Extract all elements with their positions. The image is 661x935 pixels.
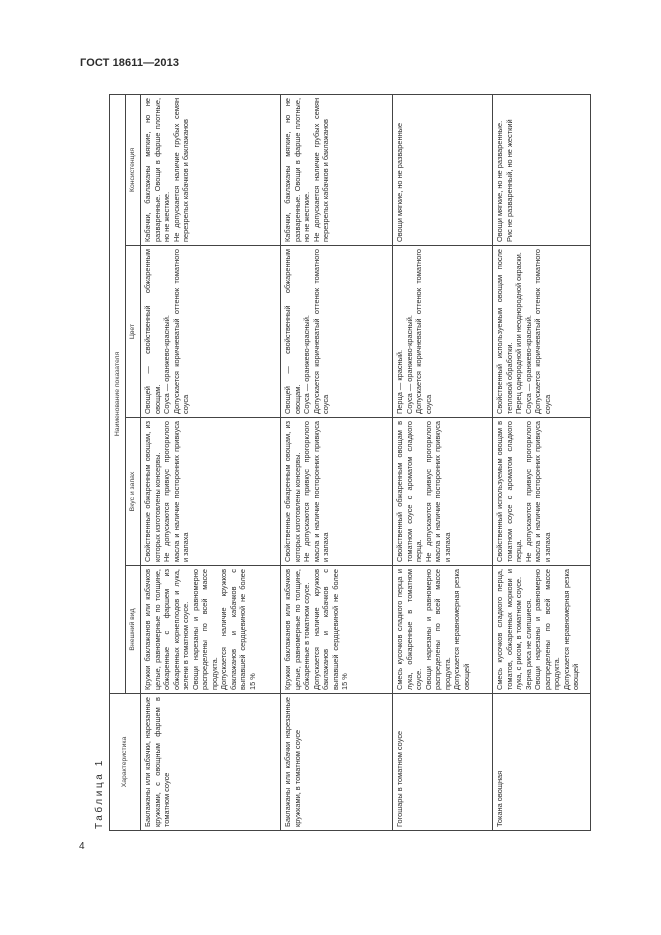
cell-color xyxy=(493,246,591,418)
cell-paragraph: Овощей — свойственный обжаренным овощам. xyxy=(143,249,162,414)
cell-paragraph: Перец однородной или неоднородной окраски. xyxy=(514,252,524,414)
cell-paragraph: Допускается коричневатый оттенок томатного соуса xyxy=(414,249,433,414)
cell-appearance xyxy=(493,566,591,694)
cell-paragraph: Свойственные обжаренным овощам, из которых изготовлены консервы. xyxy=(143,421,162,562)
cell-paragraph: Овощи нарезаны и равномерно распределены по всей массе продукта. xyxy=(423,569,452,690)
cell-taste-smell xyxy=(281,418,393,566)
cell-paragraph: Смесь кусочков сладкого перца и лука, обжаренные в томатном соусе. xyxy=(395,569,424,690)
cell-characteristic: Баклажаны или кабачки нарезанные кружками, в томатном соусе xyxy=(281,694,393,831)
cell-paragraph: Не допускается наличие грубых семян перезрелых кабачков и баклажанов xyxy=(311,97,331,242)
table-caption: Таблица 1 xyxy=(94,758,105,829)
cell-paragraph: Овощи нарезаны и равномерно распределены по всей массе продукта. xyxy=(533,569,562,690)
cell-paragraph: Овощи нарезаны и равномерно распределены по всей массе продукта. xyxy=(190,569,219,690)
cell-consistency xyxy=(493,94,591,245)
cell-paragraph: Не допускаются привкус прогорклого масла и наличие посторонних привкуса и запаха xyxy=(423,421,452,562)
cell-paragraph: Перца — красный. xyxy=(395,349,404,414)
cell-paragraph: Не допускается наличие грубых семян перезрелых кабачков и баклажанов xyxy=(171,97,191,242)
cell-paragraph: Свойственные обжаренным овощам, из которых изготовлены консервы. xyxy=(283,421,302,562)
cell-paragraph: Овощи мягкие, но не разваренные xyxy=(395,122,404,242)
cell-paragraph: Допускается наличие кружков баклажанов и кабачков с выпавшей сердцевиной не более 15 % xyxy=(219,569,258,690)
cell-consistency xyxy=(281,94,393,245)
header-indicator-group: Наименование показателя xyxy=(110,94,126,693)
table-row xyxy=(281,94,393,830)
cell-taste-smell xyxy=(493,418,591,566)
cell-paragraph: Овощи мягкие, но не разваренные. xyxy=(495,120,504,242)
cell-appearance xyxy=(141,566,281,694)
cell-characteristic: Токана овощная xyxy=(493,694,591,831)
cell-color xyxy=(393,246,493,418)
document-header: ГОСТ 18611—2013 xyxy=(80,57,180,69)
cell-paragraph: Свойственный используемым овощам после тепловой обработки. xyxy=(495,249,514,414)
cell-paragraph: Овощей — свойственный обжаренным овощам. xyxy=(283,249,302,414)
cell-paragraph: Зерна риса не слипшиеся. xyxy=(523,598,533,690)
cell-paragraph: Допускается коричневатый оттенок томатного соуса xyxy=(171,249,191,414)
cell-paragraph: Соуса — оранжево-красный. xyxy=(302,315,312,414)
cell-paragraph: Не допускаются привкус прогорклого масла и наличие посторонних привкуса и запаха xyxy=(523,421,552,562)
table-row xyxy=(393,94,493,830)
cell-paragraph: Кружки баклажанов или кабачков целые, равномерные по толщине, обжаренные с фаршем из обжаренных корнеплодов и лука, зелени в томатном соусе. xyxy=(143,569,191,690)
cell-paragraph: Допускается неравномерная резка овощей xyxy=(561,569,581,690)
cell-appearance xyxy=(393,566,493,694)
header-appearance: Внешний вид xyxy=(126,566,141,694)
cell-paragraph: Не допускаются привкус прогорклого масла и наличие посторонних привкуса и запаха xyxy=(162,421,191,562)
cell-characteristic: Баклажаны или кабачки, нарезанные кружками, с овощным фаршем в томатном соусе xyxy=(141,694,281,831)
cell-consistency xyxy=(393,94,493,245)
cell-taste-smell xyxy=(141,418,281,566)
cell-characteristic: Гогошары в томатном соусе xyxy=(393,694,493,831)
cell-consistency xyxy=(141,94,281,245)
cell-paragraph: Кружки баклажанов или кабачков целые, равномерные по толщине, обжаренные в томатном соусе. xyxy=(283,569,312,690)
cell-paragraph: Не допускаются привкус прогорклого масла и наличие посторонних привкуса и запаха xyxy=(302,421,331,562)
rotated-table-area xyxy=(94,95,581,831)
cell-color xyxy=(141,246,281,418)
cell-paragraph: Рис не разваренный, но не жесткий xyxy=(504,119,514,242)
cell-taste-smell xyxy=(393,418,493,566)
table-row xyxy=(141,94,281,830)
header-color: Цвет xyxy=(126,246,141,418)
cell-appearance xyxy=(281,566,393,694)
cell-paragraph: Смесь кусочков сладкого перца, томатов, обжаренных моркови и лука, с рисом, в томатном соусе. xyxy=(495,569,524,690)
cell-paragraph: Соуса — оранжево-красный. xyxy=(404,315,414,414)
page-number: 4 xyxy=(79,841,85,852)
cell-color xyxy=(281,246,393,418)
cell-paragraph: Допускается неравномерная резка овощей xyxy=(452,569,471,690)
cell-paragraph: Допускается коричневатый оттенок томатного соуса xyxy=(311,249,331,414)
cell-paragraph: Допускается коричневатый оттенок томатного соуса xyxy=(533,249,552,414)
header-characteristic: Характеристика xyxy=(110,694,141,831)
cell-paragraph: Свойственный используемым овощам в томатном соусе с ароматом сладкого перца. xyxy=(495,421,524,562)
cell-paragraph: Свойственный обжаренным овощам в томатном соусе с ароматом сладкого перца. xyxy=(395,421,424,562)
header-consistency: Консистенция xyxy=(126,94,141,245)
cell-paragraph: Кабачки, баклажаны мягкие, но не разваренные. Овощи в фарше плотные, но не жесткие. xyxy=(283,97,312,242)
cell-paragraph: Допускается наличие кружков баклажанов и кабачков с выпавшей сердцевиной не более 15 % xyxy=(311,569,350,690)
table-row xyxy=(493,94,591,830)
cell-paragraph: Соуса — оранжево-красный. xyxy=(523,315,533,414)
cell-paragraph: Соуса — оранжево-красный. xyxy=(162,315,172,414)
characteristics-table xyxy=(109,94,591,831)
cell-paragraph: Кабачки, баклажаны мягкие, но не разваренные. Овощи в фарше плотные, но не жесткие. xyxy=(143,97,172,242)
header-taste-smell: Вкус и запах xyxy=(126,418,141,566)
